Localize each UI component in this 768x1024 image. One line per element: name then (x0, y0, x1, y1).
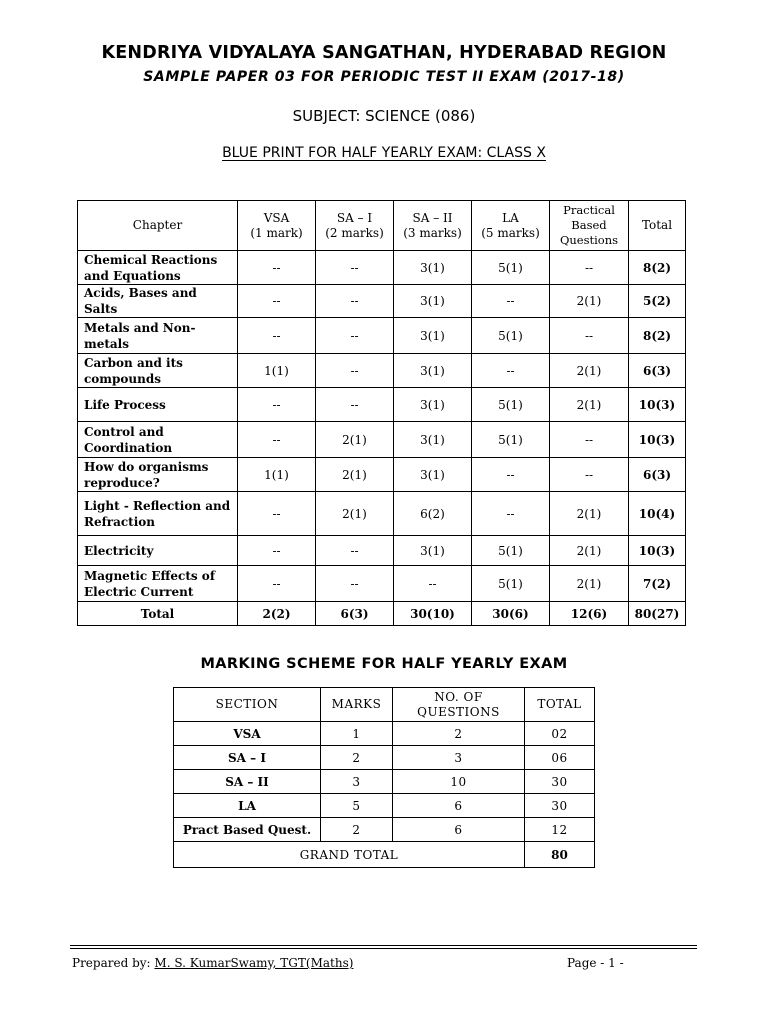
ms-col-section: SECTION (174, 688, 321, 722)
total-cell: 6(3) (629, 354, 686, 388)
ms-marks-cell: 3 (321, 770, 393, 794)
preparer-name: M. S. KumarSwamy, TGT(Maths) (154, 956, 354, 970)
table-row (78, 285, 686, 318)
ms-total-cell: 06 (525, 746, 595, 770)
col-header-la: LA (5 marks) (472, 201, 550, 251)
ms-questions-cell: 2 (393, 722, 525, 746)
footer-rule-inner (70, 948, 697, 949)
total-cell: 10(3) (629, 422, 686, 458)
chapter-cell: Control and Coordination (78, 422, 238, 458)
grand-total-row (174, 842, 595, 868)
chapter-cell: Metals and Non-metals (78, 318, 238, 354)
sa1-cell: -- (316, 285, 394, 318)
col-header-total: Total (629, 201, 686, 251)
sa1-cell: 2(1) (316, 458, 394, 492)
prac-cell: -- (550, 422, 629, 458)
table-row (78, 251, 686, 285)
blueprint-table (77, 200, 686, 626)
grand-total-value: 80 (525, 842, 595, 868)
sa2-cell: 3(1) (394, 318, 472, 354)
la-cell: 5(1) (472, 388, 550, 422)
ms-total-cell: 30 (525, 794, 595, 818)
ms-questions-cell: 10 (393, 770, 525, 794)
total-cell: 10(3) (629, 388, 686, 422)
prac-cell: 2(1) (550, 566, 629, 602)
table-row (174, 746, 595, 770)
prac-cell: 2(1) (550, 388, 629, 422)
table-row (78, 388, 686, 422)
sa1-cell: 2(1) (316, 492, 394, 536)
vsa-cell: -- (238, 251, 316, 285)
sa2-cell: 3(1) (394, 285, 472, 318)
col-header-sa2: SA – II (3 marks) (394, 201, 472, 251)
prac-cell: 2(1) (550, 492, 629, 536)
total-cell: 10(3) (629, 536, 686, 566)
chapter-cell: Magnetic Effects of Electric Current (78, 566, 238, 602)
sa2-cell: 3(1) (394, 354, 472, 388)
blueprint-header-row (78, 201, 686, 251)
la-cell: 5(1) (472, 422, 550, 458)
la-cell: -- (472, 285, 550, 318)
vsa-cell: -- (238, 536, 316, 566)
vsa-cell: -- (238, 566, 316, 602)
chapter-cell: Acids, Bases and Salts (78, 285, 238, 318)
la-cell: 5(1) (472, 251, 550, 285)
table-row (174, 818, 595, 842)
total-sa2-cell: 30(10) (394, 602, 472, 626)
total-row (78, 602, 686, 626)
ms-section-cell: VSA (174, 722, 321, 746)
prepared-by (72, 956, 353, 970)
sa2-cell: -- (394, 566, 472, 602)
table-row (174, 794, 595, 818)
la-cell: -- (472, 354, 550, 388)
total-vsa-cell: 2(2) (238, 602, 316, 626)
col-header-chapter: Chapter (78, 201, 238, 251)
col-header-practical: Practical Based Questions (550, 201, 629, 251)
ms-questions-cell: 6 (393, 818, 525, 842)
chapter-cell: How do organisms reproduce? (78, 458, 238, 492)
marking-header-row (174, 688, 595, 722)
total-cell: 6(3) (629, 458, 686, 492)
prepared-label: Prepared by: (72, 956, 151, 970)
total-cell: 10(4) (629, 492, 686, 536)
ms-marks-cell: 2 (321, 746, 393, 770)
ms-total-cell: 30 (525, 770, 595, 794)
la-cell: -- (472, 458, 550, 492)
table-row (174, 770, 595, 794)
prac-cell: -- (550, 318, 629, 354)
la-cell: -- (472, 492, 550, 536)
la-cell: 5(1) (472, 536, 550, 566)
table-row (78, 458, 686, 492)
sa2-cell: 3(1) (394, 388, 472, 422)
prac-cell: 2(1) (550, 354, 629, 388)
sa2-cell: 3(1) (394, 458, 472, 492)
sa1-cell: -- (316, 536, 394, 566)
table-row (78, 354, 686, 388)
total-prac-cell: 12(6) (550, 602, 629, 626)
ms-total-cell: 12 (525, 818, 595, 842)
ms-section-cell: SA – I (174, 746, 321, 770)
chapter-cell: Carbon and its compounds (78, 354, 238, 388)
sa1-cell: -- (316, 388, 394, 422)
prac-cell: 2(1) (550, 285, 629, 318)
prac-cell: 2(1) (550, 536, 629, 566)
blueprint-heading: BLUE PRINT FOR HALF YEARLY EXAM: CLASS X (222, 145, 546, 161)
ms-col-questions: NO. OF QUESTIONS (393, 688, 525, 722)
sa1-cell: -- (316, 318, 394, 354)
total-cell: 8(2) (629, 251, 686, 285)
ms-marks-cell: 1 (321, 722, 393, 746)
vsa-cell: 1(1) (238, 458, 316, 492)
ms-section-cell: Pract Based Quest. (174, 818, 321, 842)
table-row (174, 722, 595, 746)
vsa-cell: -- (238, 388, 316, 422)
la-cell: 5(1) (472, 318, 550, 354)
marking-scheme-table (173, 687, 595, 868)
total-cell: 8(2) (629, 318, 686, 354)
sa1-cell: 2(1) (316, 422, 394, 458)
ms-col-marks: MARKS (321, 688, 393, 722)
total-sa1-cell: 6(3) (316, 602, 394, 626)
ms-questions-cell: 6 (393, 794, 525, 818)
total-la-cell: 30(6) (472, 602, 550, 626)
ms-section-cell: LA (174, 794, 321, 818)
table-row (78, 318, 686, 354)
sa2-cell: 3(1) (394, 536, 472, 566)
table-row (78, 492, 686, 536)
la-cell: 5(1) (472, 566, 550, 602)
marking-heading: MARKING SCHEME FOR HALF YEARLY EXAM (200, 656, 568, 672)
total-label-cell: Total (78, 602, 238, 626)
total-cell: 7(2) (629, 566, 686, 602)
ms-col-total: TOTAL (525, 688, 595, 722)
ms-total-cell: 02 (525, 722, 595, 746)
sa2-cell: 6(2) (394, 492, 472, 536)
prac-cell: -- (550, 458, 629, 492)
page-number: Page - 1 - (567, 956, 624, 970)
sa1-cell: -- (316, 251, 394, 285)
chapter-cell: Life Process (78, 388, 238, 422)
vsa-cell: -- (238, 422, 316, 458)
table-row (78, 536, 686, 566)
ms-questions-cell: 3 (393, 746, 525, 770)
vsa-cell: -- (238, 492, 316, 536)
col-header-sa1: SA – I (2 marks) (316, 201, 394, 251)
total-cell: 5(2) (629, 285, 686, 318)
sa2-cell: 3(1) (394, 251, 472, 285)
col-header-vsa: VSA (1 mark) (238, 201, 316, 251)
ms-section-cell: SA – II (174, 770, 321, 794)
sa1-cell: -- (316, 354, 394, 388)
sa2-cell: 3(1) (394, 422, 472, 458)
grand-total-label: GRAND TOTAL (174, 842, 525, 868)
sa1-cell: -- (316, 566, 394, 602)
page-title: KENDRIYA VIDYALAYA SANGATHAN, HYDERABAD REGION (101, 43, 667, 63)
subject-line: SUBJECT: SCIENCE (086) (292, 107, 476, 125)
vsa-cell: 1(1) (238, 354, 316, 388)
prac-cell: -- (550, 251, 629, 285)
page-subtitle: SAMPLE PAPER 03 FOR PERIODIC TEST II EXAM (2017-18) (143, 69, 625, 85)
ms-marks-cell: 2 (321, 818, 393, 842)
chapter-cell: Light - Reflection and Refraction (78, 492, 238, 536)
total-total-cell: 80(27) (629, 602, 686, 626)
ms-marks-cell: 5 (321, 794, 393, 818)
footer-rule (70, 945, 697, 946)
table-row (78, 422, 686, 458)
chapter-cell: Electricity (78, 536, 238, 566)
vsa-cell: -- (238, 318, 316, 354)
table-row (78, 566, 686, 602)
chapter-cell: Chemical Reactions and Equations (78, 251, 238, 285)
vsa-cell: -- (238, 285, 316, 318)
